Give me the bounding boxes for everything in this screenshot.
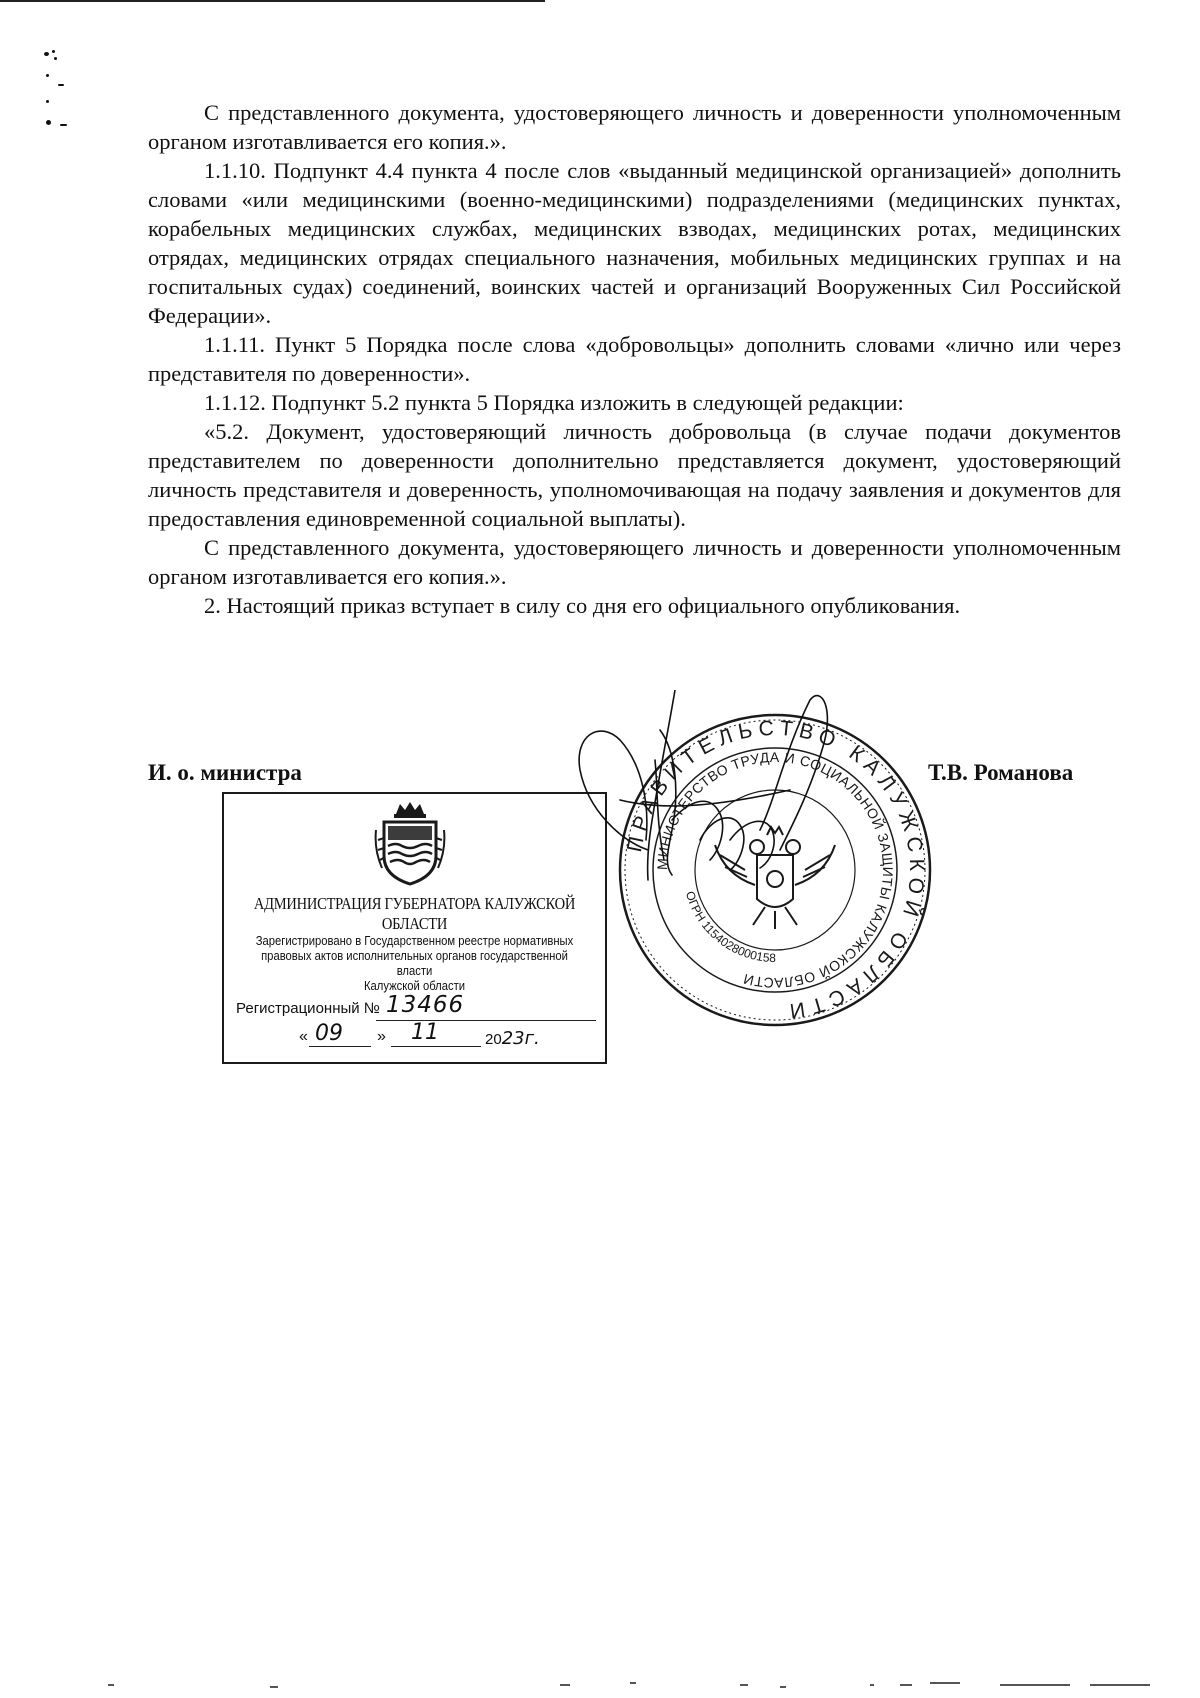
scan-top-edge-line bbox=[0, 0, 545, 2]
stamp-date-underline bbox=[391, 1046, 481, 1047]
stamp-registration-text bbox=[243, 934, 586, 994]
handwritten-signature bbox=[560, 690, 860, 910]
seal-outer-text: ПРАВИТЕЛЬСТВО КАЛУЖСКОЙ ОБЛАСТИ bbox=[623, 716, 929, 1023]
scan-bottom-specks bbox=[0, 1678, 1200, 1698]
stamp-reg-number: 13466 bbox=[386, 992, 465, 1018]
seal-inner-text: МИНИСТЕРСТВО ТРУДА И СОЦИАЛЬНОЙ ЗАЩИТЫ КАЛУЖСКОЙ ОБЛАСТИ bbox=[653, 748, 897, 992]
paragraph-5-2: «5.2. Документ, удостоверяющий личность добровольца (в случае подачи документов представителем по доверенности дополнительно представляется документ, удостоверяющий личность представителя и доверенность, уполномочивающая на подачу заявления и документов для предоставления единовременной социальной выплаты). bbox=[148, 419, 1121, 531]
kaluga-coat-of-arms-icon bbox=[374, 800, 446, 886]
scan-specks bbox=[38, 48, 78, 138]
signatory-position: И. о. министра bbox=[148, 760, 302, 785]
paragraph-1-1-11: 1.1.11. Пункт 5 Порядка после слова «добровольцы» дополнить словами «лично или через представителя по доверенности». bbox=[148, 332, 1121, 386]
stamp-date-underline bbox=[309, 1046, 371, 1047]
stamp-reg-underline bbox=[376, 1020, 596, 1021]
document-body bbox=[148, 98, 1121, 620]
stamp-date-year: 2023г. bbox=[485, 1028, 540, 1049]
signatory-name: Т.В. Романова bbox=[928, 760, 1074, 785]
paragraph-effective-date: 2. Настоящий приказ вступает в силу со дня его официального опубликования. bbox=[204, 593, 961, 618]
stamp-date-day: 09 bbox=[315, 1021, 343, 1046]
stamp-registration-number-row bbox=[236, 992, 596, 1018]
stamp-text-line: Калужской области bbox=[363, 979, 466, 993]
seal-ogrn-text: ОГРН 1154028000158 bbox=[682, 889, 777, 966]
stamp-reg-label: Регистрационный № bbox=[236, 1000, 380, 1017]
stamp-text-line: Зарегистрировано в Государственном реестре нормативных bbox=[255, 934, 574, 948]
paragraph-1-1-12: 1.1.12. Подпункт 5.2 пункта 5 Порядка изложить в следующей редакции: bbox=[204, 390, 904, 415]
stamp-date-month: 11 bbox=[411, 1020, 439, 1045]
stamp-text-line: правовых актов исполнительных органов государственной власти bbox=[261, 949, 568, 978]
paragraph-copy-note-2: С представленного документа, удостоверяющего личность и доверенности уполномоченным органом изготавливается его копия.». bbox=[148, 535, 1121, 589]
stamp-title: АДМИНИСТРАЦИЯ ГУБЕРНАТОРА КАЛУЖСКОЙ ОБЛАСТИ bbox=[253, 894, 576, 933]
paragraph-copy-note-1: С представленного документа, удостоверяющего личность и доверенности уполномоченным органом изготавливается его копия.». bbox=[148, 100, 1121, 154]
paragraph-1-1-10: 1.1.10. Подпункт 4.4 пункта 4 после слов «выданный медицинской организацией» дополнить словами «или медицинскими (военно-медицинскими) подразделениями (медицинских пунктах, корабельных медицинских службах, медицинских взводах, медицинских ротах, медицинских отрядах, медицинских отрядах специального назначения, мобильных медицинских группах и на госпитальных судах) соединений, воинских частей и организаций Вооруженных Сил Российской Федерации». bbox=[148, 158, 1121, 328]
registration-stamp: АДМИНИСТРАЦИЯ ГУБЕРНАТОРА КАЛУЖСКОЙ ОБЛАСТИ Зарегистрировано в Государственном реестре нормативных правовых актов исполнительных органов государственной власти Калужской области Регистрационный № 13466 « 09 » 11 2023г. bbox=[222, 792, 607, 1064]
